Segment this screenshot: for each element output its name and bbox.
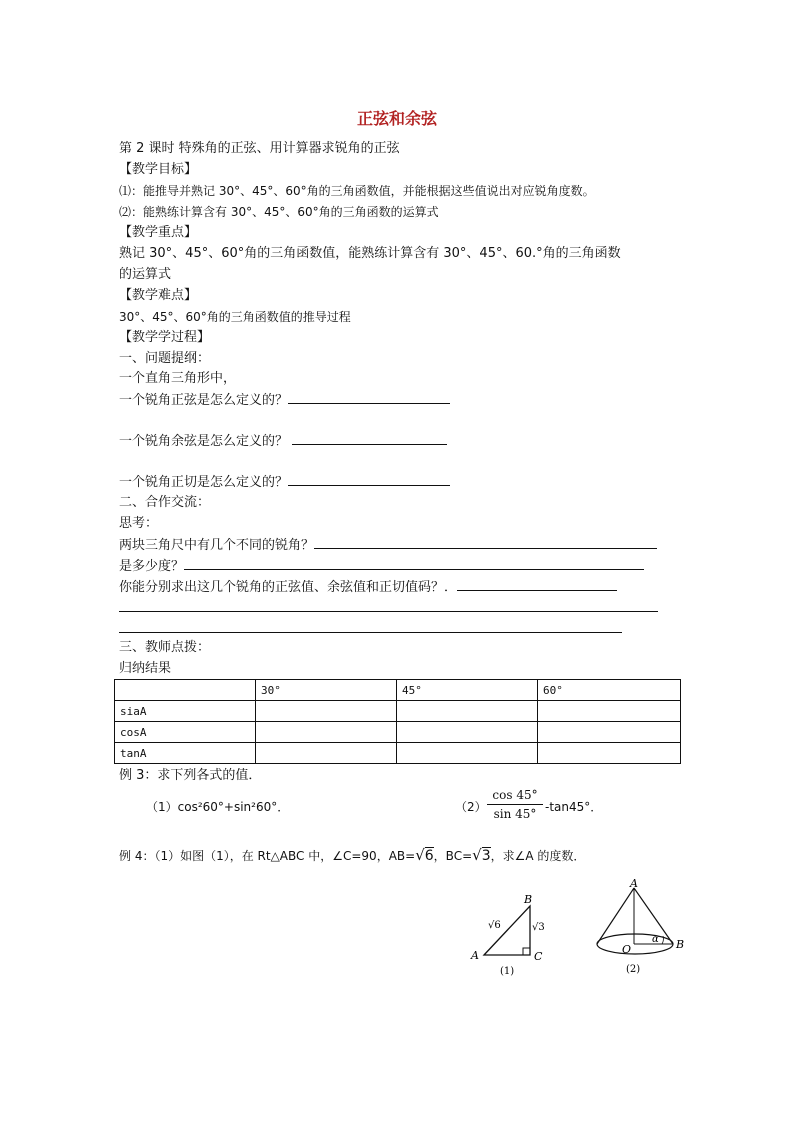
vertex-b-label: B	[524, 893, 533, 906]
fraction-denominator: sin 45°	[493, 807, 537, 821]
table-cell[interactable]	[397, 722, 538, 743]
question-tangent-text: 一个锐角正切是怎么定义的？	[119, 475, 289, 490]
answer-blank[interactable]	[288, 473, 450, 486]
table-row-label: cosA	[115, 722, 256, 743]
example-4-text-a: 例 4：（1）如图（1），在 Rt△ABC 中，∠C=90，AB=	[119, 849, 416, 863]
process-heading: 【教学学过程】	[119, 330, 211, 345]
radicand-bc: 3	[481, 848, 491, 864]
table-header-cell	[115, 680, 256, 701]
vertex-a-label: A	[471, 949, 479, 962]
table-cell[interactable]	[538, 743, 681, 764]
section-1-heading: 一、问题提纲：	[119, 351, 211, 366]
question-degrees-text: 是多少度？	[119, 559, 185, 574]
table-row	[115, 722, 681, 743]
question-values	[119, 578, 617, 597]
key-points-line-2: 的运算式	[119, 267, 172, 282]
table-row-label: tanA	[115, 743, 256, 764]
goal-item-2: ⑵：能熟练计算含有 30°、45°、60°角的三角函数的运算式	[119, 205, 439, 219]
example-3-label: 例 3：求下列各式的值．	[119, 768, 262, 783]
page-title: 正弦和余弦	[356, 109, 437, 128]
table-header-cell: 45°	[397, 680, 538, 701]
key-points-line-1: 熟记 30°、45°、60°角的三角函数值，能熟练计算含有 30°、45°、60.°角的三角函数	[119, 246, 621, 261]
question-sine	[119, 391, 450, 410]
answer-blank[interactable]	[314, 536, 657, 549]
radical-sign: √	[415, 846, 425, 864]
section-2-heading: 二、合作交流：	[119, 495, 211, 510]
side-bc-label: √3	[532, 922, 545, 933]
answer-blank[interactable]	[292, 432, 447, 445]
answer-line[interactable]	[119, 632, 622, 633]
question-cosine-text: 一个锐角余弦是怎么定义的？	[119, 434, 293, 449]
difficulty-heading: 【教学难点】	[119, 288, 198, 303]
answer-line[interactable]	[119, 611, 658, 612]
example-3-part-2-prefix: （2）	[455, 800, 487, 814]
question-cosine	[119, 432, 447, 451]
fraction-bar	[487, 804, 543, 805]
table-cell[interactable]	[397, 743, 538, 764]
vertex-c-label: C	[534, 950, 543, 963]
table-cell[interactable]	[397, 701, 538, 722]
figure-cone	[590, 878, 690, 978]
table-cell[interactable]	[256, 722, 397, 743]
example-4-text-b: ，BC=	[433, 849, 473, 863]
results-table	[114, 679, 681, 764]
side-ab-label: √6	[488, 920, 501, 931]
example-4-text-c: ，求∠A 的度数．	[490, 849, 586, 863]
question-sine-text: 一个锐角正弦是怎么定义的？	[119, 393, 289, 408]
table-row	[115, 743, 681, 764]
alpha-label: α	[652, 934, 659, 945]
lesson-line: 第 2 课时 特殊角的正弦、用计算器求锐角的正弦	[119, 141, 400, 156]
question-values-text: 你能分别求出这几个锐角的正弦值、余弦值和正切值码？．	[119, 580, 458, 595]
table-row	[115, 701, 681, 722]
table-cell[interactable]	[256, 743, 397, 764]
answer-blank[interactable]	[184, 557, 644, 570]
fraction-numerator: cos 45°	[492, 788, 538, 802]
figure-2-caption: (2)	[626, 964, 641, 975]
question-angles-text: 两块三角尺中有几个不同的锐角？	[119, 538, 315, 553]
table-header-row	[115, 680, 681, 701]
table-row-label: siaA	[115, 701, 256, 722]
center-o-label: O	[622, 943, 632, 956]
apex-a-label: A	[630, 878, 638, 890]
answer-blank[interactable]	[288, 391, 450, 404]
question-degrees	[119, 557, 644, 576]
table-header-cell: 60°	[538, 680, 681, 701]
table-cell[interactable]	[256, 701, 397, 722]
table-header-cell: 30°	[256, 680, 397, 701]
difficulty-text: 30°、45°、60°角的三角函数值的推导过程	[119, 310, 351, 324]
figure-right-triangle	[466, 890, 566, 980]
question-tangent	[119, 473, 450, 492]
radicand-ab: 6	[424, 848, 434, 864]
example-3-part-2-suffix: -tan45°．	[545, 800, 603, 814]
table-cell[interactable]	[538, 701, 681, 722]
goals-heading: 【教学目标】	[119, 162, 198, 177]
radical-sign: √	[472, 846, 482, 864]
example-4-text	[119, 846, 585, 865]
summary-label: 归纳结果	[119, 661, 172, 676]
example-3-part-1: （1）cos²60°+sin²60°．	[146, 800, 290, 814]
goal-item-1: ⑴：能推导并熟记 30°、45°、60°角的三角函数值，并能根据这些值说出对应锐角度数。	[119, 184, 595, 198]
think-label: 思考：	[119, 516, 159, 531]
answer-blank[interactable]	[457, 578, 617, 591]
example-3-fraction	[487, 788, 543, 821]
table-cell[interactable]	[538, 722, 681, 743]
section-3-heading: 三、教师点拨：	[119, 640, 211, 655]
right-angle-mark	[523, 948, 530, 955]
point-b-label: B	[676, 938, 685, 951]
question-angles	[119, 536, 657, 555]
question-intro: 一个直角三角形中，	[119, 371, 237, 386]
key-points-heading: 【教学重点】	[119, 225, 198, 240]
figure-1-caption: (1)	[500, 966, 515, 977]
